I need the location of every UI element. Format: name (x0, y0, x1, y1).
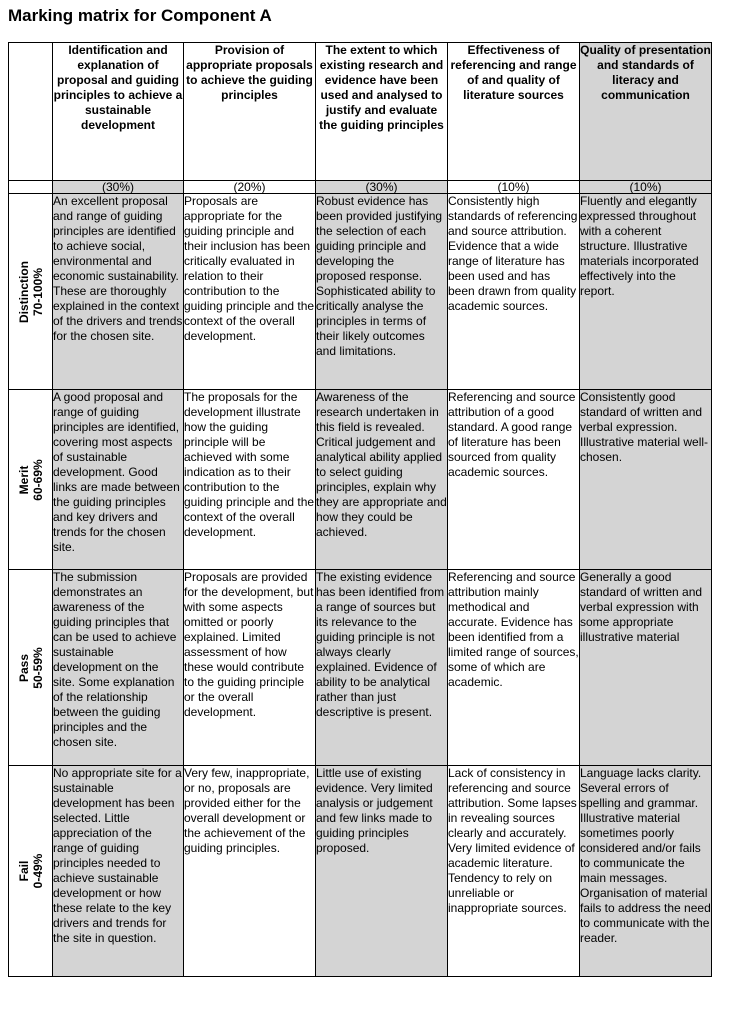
criteria-cell: Referencing and source attribution of a good standard. A good range of literature has been sourced from quality academic sources. (448, 390, 580, 570)
column-weight: (30%) (316, 181, 448, 194)
band-name: Pass (16, 653, 31, 682)
criteria-cell: Consistently good standard of written and verbal expression. Illustrative material well-chosen. (580, 390, 712, 570)
marking-matrix-table (8, 42, 712, 977)
band-range: 70-100% (30, 267, 45, 316)
criteria-cell: Consistently high standards of referencing and source attribution. Evidence that a wide range of literature has been used and has been drawn from quality academic sources. (448, 194, 580, 390)
criteria-cell: No appropriate site for a sustainable development has been selected. Little appreciation of the range of guiding principles needed to achieve sustainable development or how these relate to the key drivers and trends for the site in question. (53, 766, 184, 977)
weight-row (9, 181, 712, 194)
criteria-cell: Fluently and elegantly expressed throughout with a coherent structure. Illustrative materials incorporated effectively into the report. (580, 194, 712, 390)
band-name: Distinction (16, 260, 31, 323)
band-row-distinction (9, 194, 712, 390)
band-range: 50-59% (30, 646, 45, 689)
band-name: Merit (16, 465, 31, 494)
column-weight: (10%) (448, 181, 580, 194)
band-name: Fail (16, 860, 31, 882)
criteria-cell: The submission demonstrates an awareness of the guiding principles that can be used to achieve sustainable development on the site. Some explanation of the relationship between the guiding principles and the chosen site. (53, 570, 184, 766)
column-header: Quality of presentation and standards of literacy and communication (580, 43, 712, 181)
page-title: Marking matrix for Component A (8, 6, 272, 25)
corner-cell (9, 43, 53, 181)
column-header: Identification and explanation of proposal and guiding principles to achieve a sustainable development (53, 43, 184, 181)
criteria-cell: Lack of consistency in referencing and source attribution. Some lapses in revealing sources clearly and accurately. Very limited evidence of academic literature. Tendency to rely on unreliable or inappropriate sources. (448, 766, 580, 977)
criteria-cell: A good proposal and range of guiding principles are identified, covering most aspects of sustainable development. Good links are made between the guiding principles and key drivers and trends for the chosen site. (53, 390, 184, 570)
criteria-cell: Robust evidence has been provided justifying the selection of each guiding principle and developing the proposed response. Sophisticated ability to critically analyse the principles in terms of their likely outcomes and limitations. (316, 194, 448, 390)
band-label-cell (9, 194, 53, 390)
band-range: 60-69% (30, 458, 45, 501)
criteria-cell: Very few, inappropriate, or no, proposals are provided either for the overall development or the achievement of the guiding principles. (184, 766, 316, 977)
band-label-cell (9, 570, 53, 766)
criteria-cell: Awareness of the research undertaken in this field is revealed. Critical judgement and analytical ability applied to select guiding principles, explain why they are appropriate and how they could be achieved. (316, 390, 448, 570)
criteria-cell: Little use of existing evidence. Very limited analysis or judgement and few links made to guiding principles proposed. (316, 766, 448, 977)
band-label-cell (9, 766, 53, 977)
column-header: The extent to which existing research and evidence have been used and analysed to justify and evaluate the guiding principles (316, 43, 448, 181)
criteria-cell: Proposals are provided for the development, but with some aspects omitted or poorly explained. Limited assessment of how these would contribute to the guiding principle or the overall development. (184, 570, 316, 766)
criteria-cell: Language lacks clarity. Several errors of spelling and grammar. Illustrative material sometimes poorly considered and/or fails to communicate the main messages. Organisation of material fails to address the need to communicate with the reader. (580, 766, 712, 977)
column-weight: (30%) (53, 181, 184, 194)
criteria-cell: Referencing and source attribution mainly methodical and accurate. Evidence has been identified from a limited range of sources, some of which are academic. (448, 570, 580, 766)
criteria-cell: The existing evidence has been identified from a range of sources but its relevance to the guiding principle is not always clearly explained. Evidence of ability to be analytical rather than just descriptive is present. (316, 570, 448, 766)
column-weight: (10%) (580, 181, 712, 194)
criteria-cell: An excellent proposal and range of guiding principles are identified to achieve social, environmental and economic sustainability. These are thoroughly explained in the context of the drivers and trends for the chosen site. (53, 194, 184, 390)
column-weight: (20%) (184, 181, 316, 194)
column-header: Provision of appropriate proposals to achieve the guiding principles (184, 43, 316, 181)
band-row-fail (9, 766, 712, 977)
weight-corner-cell (9, 181, 53, 194)
criteria-cell: The proposals for the development illustrate how the guiding principle will be achieved with some indication as to their contribution to the guiding principle and the context of the overall development. (184, 390, 316, 570)
band-range: 0-49% (30, 853, 45, 889)
criteria-cell: Proposals are appropriate for the guiding principle and their inclusion has been critically evaluated in relation to their contribution to the guiding principle and the context of the overall development. (184, 194, 316, 390)
band-row-pass (9, 570, 712, 766)
header-row (9, 43, 712, 181)
band-label-cell (9, 390, 53, 570)
criteria-cell: Generally a good standard of written and verbal expression with some appropriate illustrative material (580, 570, 712, 766)
column-header: Effectiveness of referencing and range of and quality of literature sources (448, 43, 580, 181)
band-row-merit (9, 390, 712, 570)
